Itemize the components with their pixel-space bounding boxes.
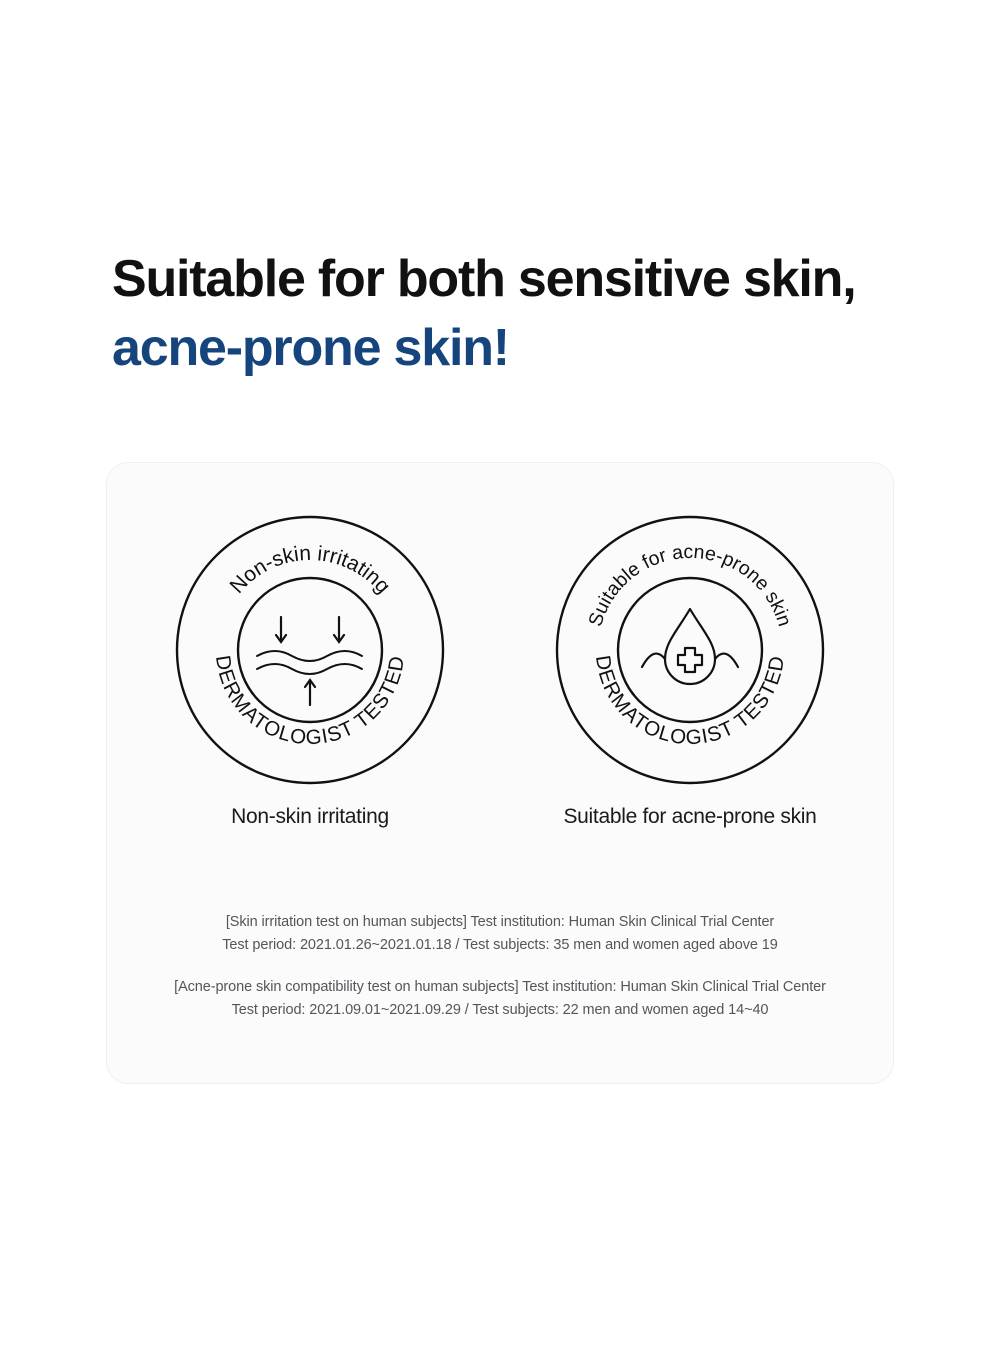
footnote-line: [Skin irritation test on human subjects] Test institution: Human Skin Clinical Trial Center — [225, 914, 775, 930]
badge-acne-prone — [545, 509, 835, 829]
seal-non-skin-irritating — [169, 509, 451, 791]
seal-arc-top-text: Suitable for acne-prone skin — [584, 540, 796, 630]
page-title-line-2: acne-prone skin! — [112, 319, 509, 378]
footnote-line: [Acne-prone skin compatibility test on human subjects] Test institution: Human Skin Clinical Trial Center — [174, 978, 826, 995]
footnote-line: Test period: 2021.09.01~2021.09.29 / Test subjects: 22 men and women aged 14~40 — [231, 1002, 769, 1019]
droplet-medical-cross-icon — [642, 609, 738, 684]
certification-card — [106, 462, 894, 1084]
footnote-line: Test period: 2021.01.26~2021.01.18 / Test subjects: 35 men and women aged above 19 — [222, 937, 778, 954]
seal-arc-bottom-text: DERMATOLOGIST TESTED — [590, 653, 790, 750]
page-title — [112, 248, 912, 381]
seal-acne-prone — [549, 509, 831, 791]
footnotes — [107, 911, 893, 1041]
seal-inner-ring — [618, 578, 762, 722]
seal-arc-bottom-text: DERMATOLOGIST TESTED — [210, 653, 410, 750]
badge-row — [107, 509, 893, 829]
seal-arc-top-text: Non-skin irritating — [225, 541, 395, 598]
footnote-block-1 — [107, 911, 893, 958]
badge-non-skin-irritating — [165, 509, 455, 829]
skin-layers-arrows-icon — [257, 617, 362, 705]
footnote-block-2 — [107, 976, 893, 1023]
badge-label-acne-prone: Suitable for acne-prone skin — [563, 805, 817, 828]
page-title-line-1: Suitable for both sensitive skin, — [112, 250, 856, 308]
badge-label-non-skin-irritating: Non-skin irritating — [231, 805, 389, 828]
